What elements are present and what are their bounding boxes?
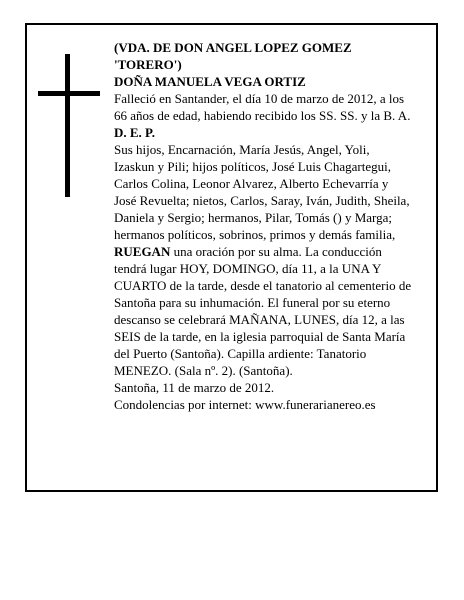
death-info: Falleció en Santander, el día 10 de marzo de 2012, a los 66 años de edad, habiendo recibido los SS. SS. y la B. A. (114, 91, 411, 123)
cross-icon (38, 54, 100, 197)
funeral-request (114, 243, 412, 379)
family-list: Sus hijos, Encarnación, María Jesús, Angel, Yoli, Izaskun y Pili; hijos políticos, José Luis Chagartegui, Carlos Colina, Leonor Alvarez, Alberto Echevarría y José Revuelta; nietos, Carlos, Saray, Iván, Judith, Sheila, Daniela y Sergio; hermanos, Pilar, Tomás () y Marga; hermanos políticos, sobrinos, primos y demás familia, (114, 142, 410, 242)
condolences-line: Condolencias por internet: www.funerarianereo.es (114, 397, 376, 412)
cross-vertical-bar (65, 54, 70, 197)
place-date: Santoña, 11 de marzo de 2012. (114, 380, 275, 395)
widow-header: (VDA. DE DON ANGEL LOPEZ GOMEZ 'TORERO') (114, 40, 352, 72)
obituary-text (114, 39, 412, 413)
deceased-name: DOÑA MANUELA VEGA ORTIZ (114, 74, 306, 89)
rip-line: D. E. P. (114, 125, 156, 140)
request-text: una oración por su alma. La conducción tendrá lugar HOY, DOMINGO, día 11, a la UNA Y CUARTO de la tarde, desde el tanatorio al cementerio de Santoña para su inhumación. El funeral por su eterno descanso se celebrará MAÑANA, LUNES, día 12, a las SEIS de la tarde, en la iglesia parroquial de Santa María del Puerto (Santoña). Capilla ardiente: Tanatorio MENEZO. (Sala nº. 2). (Santoña). (114, 244, 412, 378)
request-word: RUEGAN (114, 244, 171, 259)
cross-horizontal-bar (38, 91, 100, 96)
